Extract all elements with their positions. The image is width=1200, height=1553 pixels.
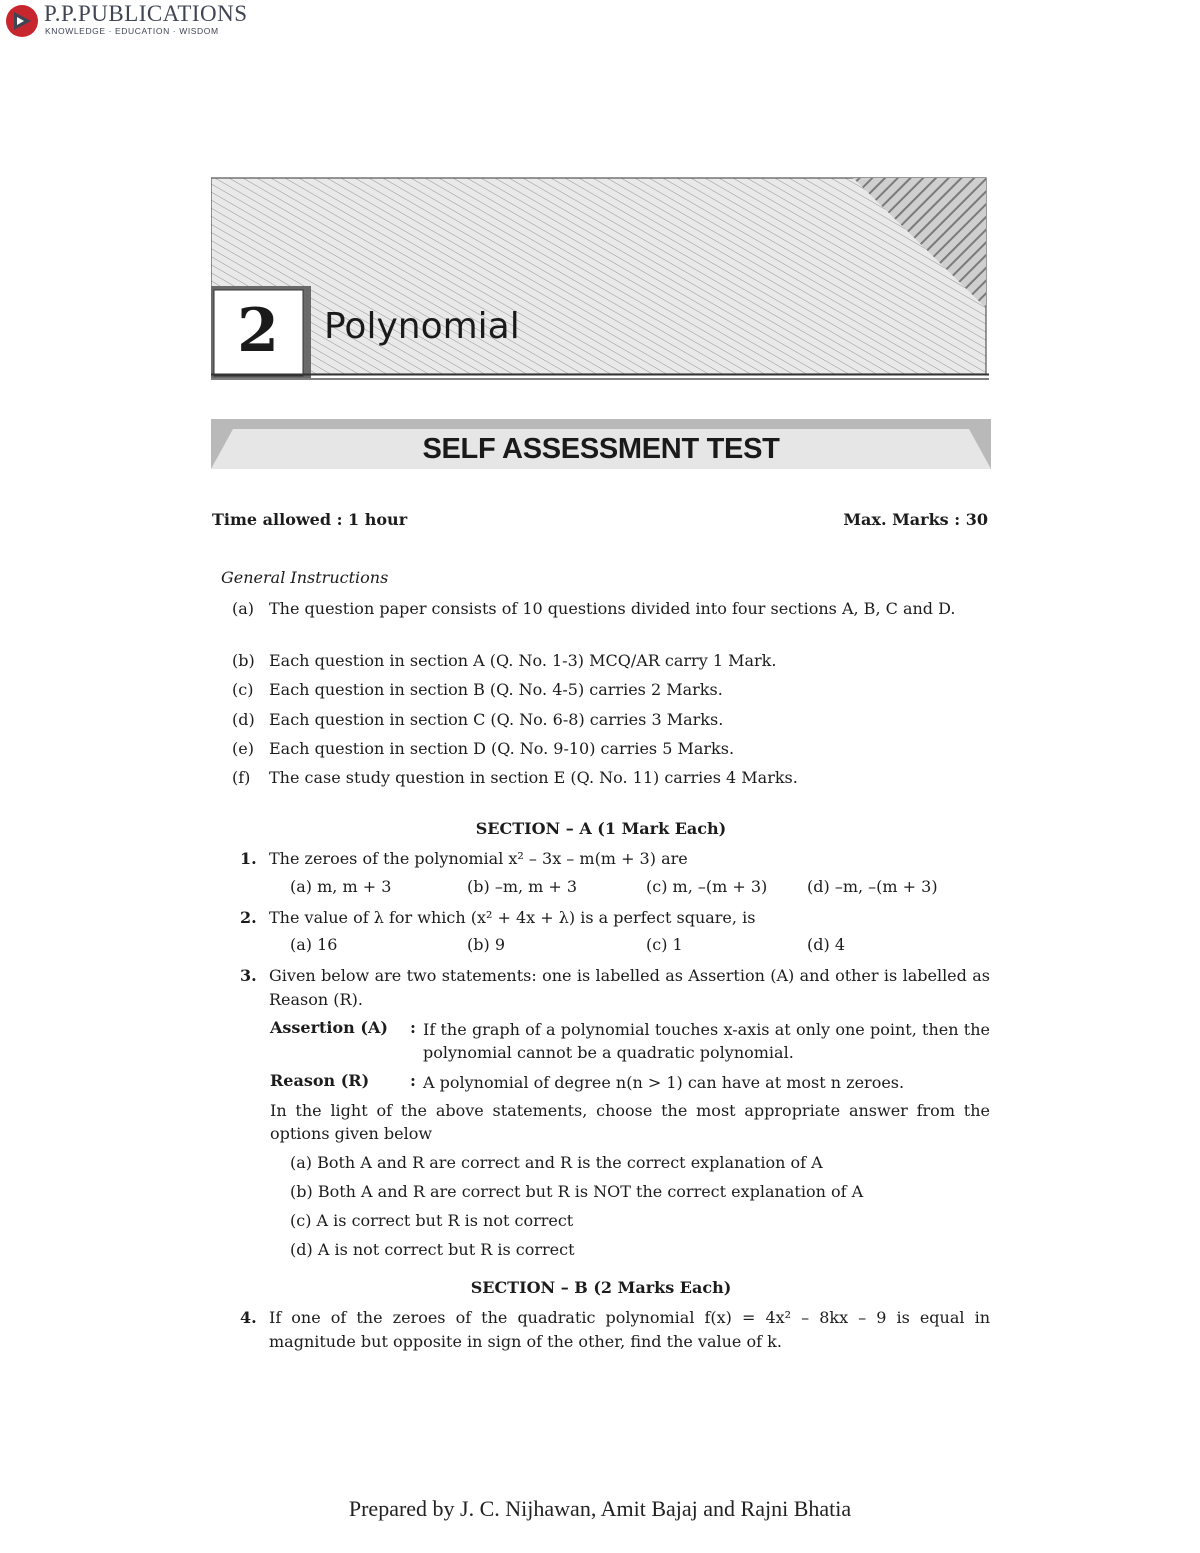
instruction-item bbox=[232, 597, 990, 621]
chapter-banner-graphic bbox=[211, 176, 989, 380]
publisher-logo-icon bbox=[4, 3, 40, 39]
option: (c) m, –(m + 3) bbox=[646, 877, 768, 896]
section-a-heading: SECTION – A (1 Mark Each) bbox=[475, 819, 727, 838]
instruction-label: (a) bbox=[232, 599, 255, 618]
instruction-item bbox=[232, 649, 990, 673]
instruction-label: (b) bbox=[232, 651, 255, 670]
question-text: If one of the zeroes of the quadratic polynomial f(x) = 4x² – 8kx – 9 is equal in magnitude but opposite in sign of the other, find the value of k. bbox=[269, 1308, 990, 1351]
option: (c) 1 bbox=[646, 935, 683, 954]
option: (d) 4 bbox=[807, 935, 845, 954]
choice: (c) A is correct but R is not correct bbox=[290, 1211, 574, 1230]
instruction-text: The question paper consists of 10 questions divided into four sections A, B, C and D. bbox=[269, 599, 956, 618]
question-1 bbox=[240, 847, 990, 871]
instruction-label: (f) bbox=[232, 768, 251, 787]
reason-colon: : bbox=[410, 1071, 416, 1090]
question-3-prompt: In the light of the above statements, choose the most appropriate answer from the options given below bbox=[270, 1101, 990, 1143]
question-number: 3. bbox=[240, 966, 257, 985]
instruction-item bbox=[232, 737, 990, 761]
question-1-options bbox=[290, 877, 990, 901]
question-text: Given below are two statements: one is labelled as Assertion (A) and other is labelled as Reason (R). bbox=[269, 966, 990, 1009]
option: (a) 16 bbox=[290, 935, 338, 954]
reason-label: Reason (R) bbox=[270, 1071, 370, 1090]
question-2-options bbox=[290, 935, 990, 959]
question-4 bbox=[240, 1306, 990, 1354]
assertion-colon: : bbox=[410, 1018, 416, 1037]
question-2 bbox=[240, 906, 990, 930]
footer-credit: Prepared by J. C. Nijhawan, Amit Bajaj and Rajni Bhatia bbox=[348, 1496, 852, 1521]
instruction-item bbox=[232, 766, 990, 790]
instruction-text: Each question in section C (Q. No. 6-8) carries 3 Marks. bbox=[269, 710, 724, 729]
instruction-item bbox=[232, 678, 990, 702]
instruction-label: (d) bbox=[232, 710, 255, 729]
instruction-text: Each question in section D (Q. No. 9-10) carries 5 Marks. bbox=[269, 739, 735, 758]
section-b-heading: SECTION – B (2 Marks Each) bbox=[470, 1278, 732, 1297]
publisher-logo bbox=[0, 0, 260, 42]
publisher-tagline: KNOWLEDGE · EDUCATION · WISDOM bbox=[45, 26, 219, 36]
instruction-label: (c) bbox=[232, 680, 254, 699]
question-number: 2. bbox=[240, 908, 257, 927]
publisher-name: P.P.PUBLICATIONS bbox=[44, 1, 248, 26]
max-marks: Max. Marks : 30 bbox=[843, 510, 988, 529]
option: (a) m, m + 3 bbox=[290, 877, 392, 896]
chapter-title: Polynomial bbox=[324, 306, 520, 347]
instruction-item bbox=[232, 708, 990, 732]
question-text: The value of λ for which (x² + 4x + λ) is a perfect square, is bbox=[269, 908, 756, 927]
chapter-number: 2 bbox=[237, 296, 279, 366]
chapter-banner bbox=[211, 176, 989, 380]
assertion-label: Assertion (A) bbox=[270, 1018, 388, 1037]
choice: (b) Both A and R are correct but R is NOT the correct explanation of A bbox=[290, 1182, 864, 1201]
time-allowed: Time allowed : 1 hour bbox=[212, 510, 408, 529]
option: (b) –m, m + 3 bbox=[467, 877, 578, 896]
question-text: The zeroes of the polynomial x² – 3x – m(m + 3) are bbox=[269, 849, 688, 868]
choice: (a) Both A and R are correct and R is the correct explanation of A bbox=[290, 1153, 823, 1172]
instruction-text: The case study question in section E (Q. No. 11) carries 4 Marks. bbox=[269, 768, 798, 787]
instructions-heading: General Instructions bbox=[221, 568, 389, 587]
question-3 bbox=[240, 964, 990, 1012]
question-number: 1. bbox=[240, 849, 257, 868]
test-title-band bbox=[211, 419, 991, 469]
instruction-label: (e) bbox=[232, 739, 254, 758]
assertion-text: If the graph of a polynomial touches x-axis at only one point, then the polynomial cannot be a quadratic polynomial. bbox=[423, 1020, 990, 1062]
reason-text: A polynomial of degree n(n > 1) can have at most n zeroes. bbox=[423, 1073, 905, 1092]
option: (d) –m, –(m + 3) bbox=[807, 877, 938, 896]
question-number: 4. bbox=[240, 1308, 257, 1327]
instruction-text: Each question in section A (Q. No. 1-3) MCQ/AR carry 1 Mark. bbox=[269, 651, 777, 670]
choice: (d) A is not correct but R is correct bbox=[290, 1240, 575, 1259]
test-title: SELF ASSESSMENT TEST bbox=[422, 433, 780, 465]
instruction-text: Each question in section B (Q. No. 4-5) carries 2 Marks. bbox=[269, 680, 723, 699]
option: (b) 9 bbox=[467, 935, 505, 954]
